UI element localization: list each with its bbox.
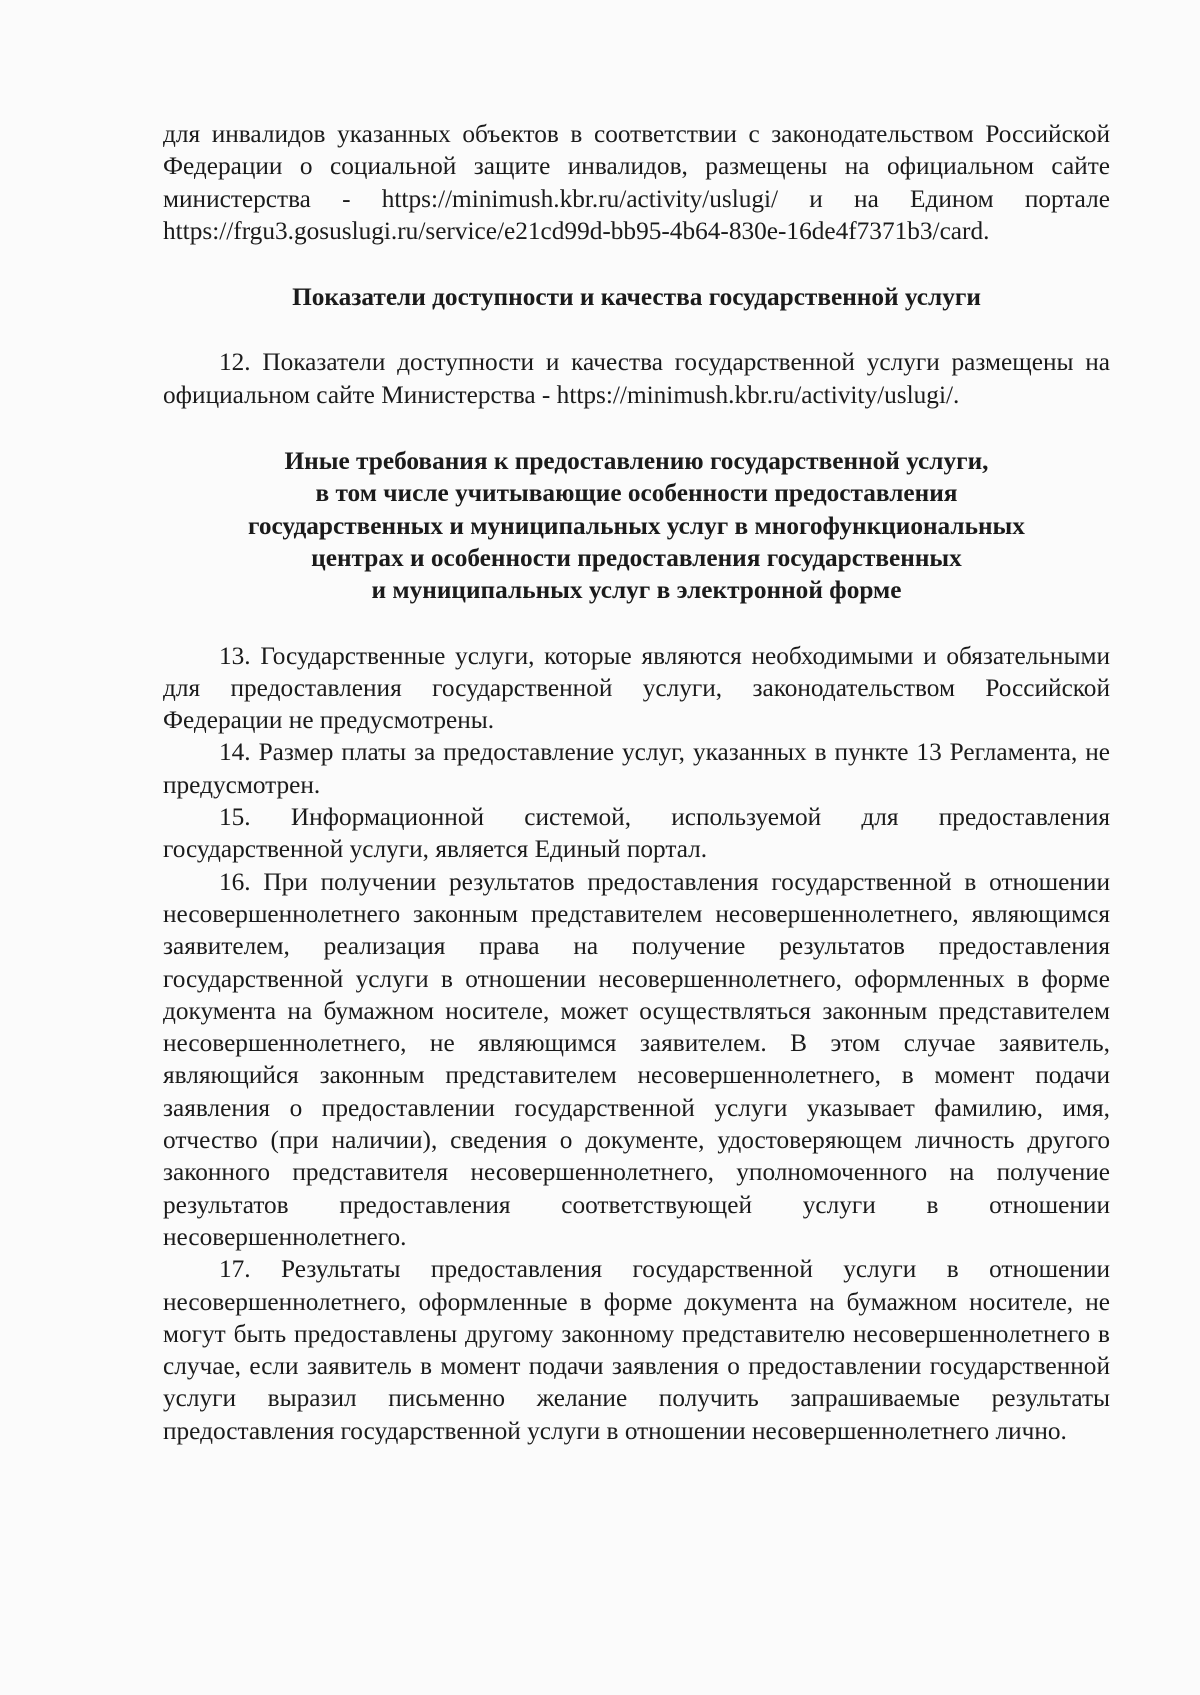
heading-line: государственных и муниципальных услуг в многофункциональных bbox=[248, 511, 1025, 540]
paragraph-12: 12. Показатели доступности и качества государственной услуги размещены на официальном сайте Министерства - https://minimush.kbr.ru/activity/uslugi/. bbox=[163, 348, 1110, 409]
heading-line: и муниципальных услуг в электронной форме bbox=[371, 576, 902, 605]
paragraph-15: 15. Информационной системой, используемой для предоставления государственной услуги, является Единый портал. bbox=[163, 803, 1110, 864]
heading-line: Иные требования к предоставлению государственной услуги, bbox=[284, 447, 989, 476]
intro-paragraph: для инвалидов указанных объектов в соответствии с законодательством Российской Федерации о социальной защите инвалидов, размещены на официальном сайте министерства - https://minimush.kbr.ru/activity/uslugi/ и на Едином портале https://frgu3.gosuslugi.ru/service/e21cd99d-bb95-4b64-830e-16de4f7371b3/card. bbox=[163, 120, 1110, 245]
paragraph-16: 16. При получении результатов предоставления государственной в отношении несовершеннолетнего законным представителем несовершеннолетнего, являющимся заявителем, реализация права на получение результатов предоставления государственной услуги в отношении несовершеннолетнего, оформленных в форме документа на бумажном носителе, может осуществляться законным представителем несовершеннолетнего, не являющимся заявителем. В этом случае заявитель, являющийся законным представителем несовершеннолетнего, в момент подачи заявления о предоставлении государственной услуги указывает фамилию, имя, отчество (при наличии), сведения о документе, удостоверяющем личность другого законного представителя несовершеннолетнего, уполномоченного на получение результатов предоставления соответствующей услуги в отношении несовершеннолетнего. bbox=[163, 867, 1110, 1251]
paragraph-14: 14. Размер платы за предоставление услуг, указанных в пункте 13 Регламента, не предусмотрен. bbox=[163, 738, 1110, 799]
paragraph-13: 13. Государственные услуги, которые являются необходимыми и обязательными для предоставления государственной услуги, законодательством Российской Федерации не предусмотрены. bbox=[163, 641, 1110, 735]
section-heading-accessibility: Показатели доступности и качества государственной услуги bbox=[292, 283, 981, 312]
paragraph-17: 17. Результаты предоставления государственной услуги в отношении несовершеннолетнего, оформленные в форме документа на бумажном носителе, не могут быть предоставлены другому законному представителю несовершеннолетнего в случае, если заявитель в момент подачи заявления о предоставлении государственной услуги выразил письменно желание получить запрашиваемые результаты предоставления государственной услуги в отношении несовершеннолетнего лично. bbox=[163, 1255, 1110, 1445]
heading-line: центрах и особенности предоставления государственных bbox=[311, 543, 962, 572]
section-heading-other-requirements bbox=[163, 445, 1110, 606]
heading-line: в том числе учитывающие особенности предоставления bbox=[315, 479, 958, 508]
